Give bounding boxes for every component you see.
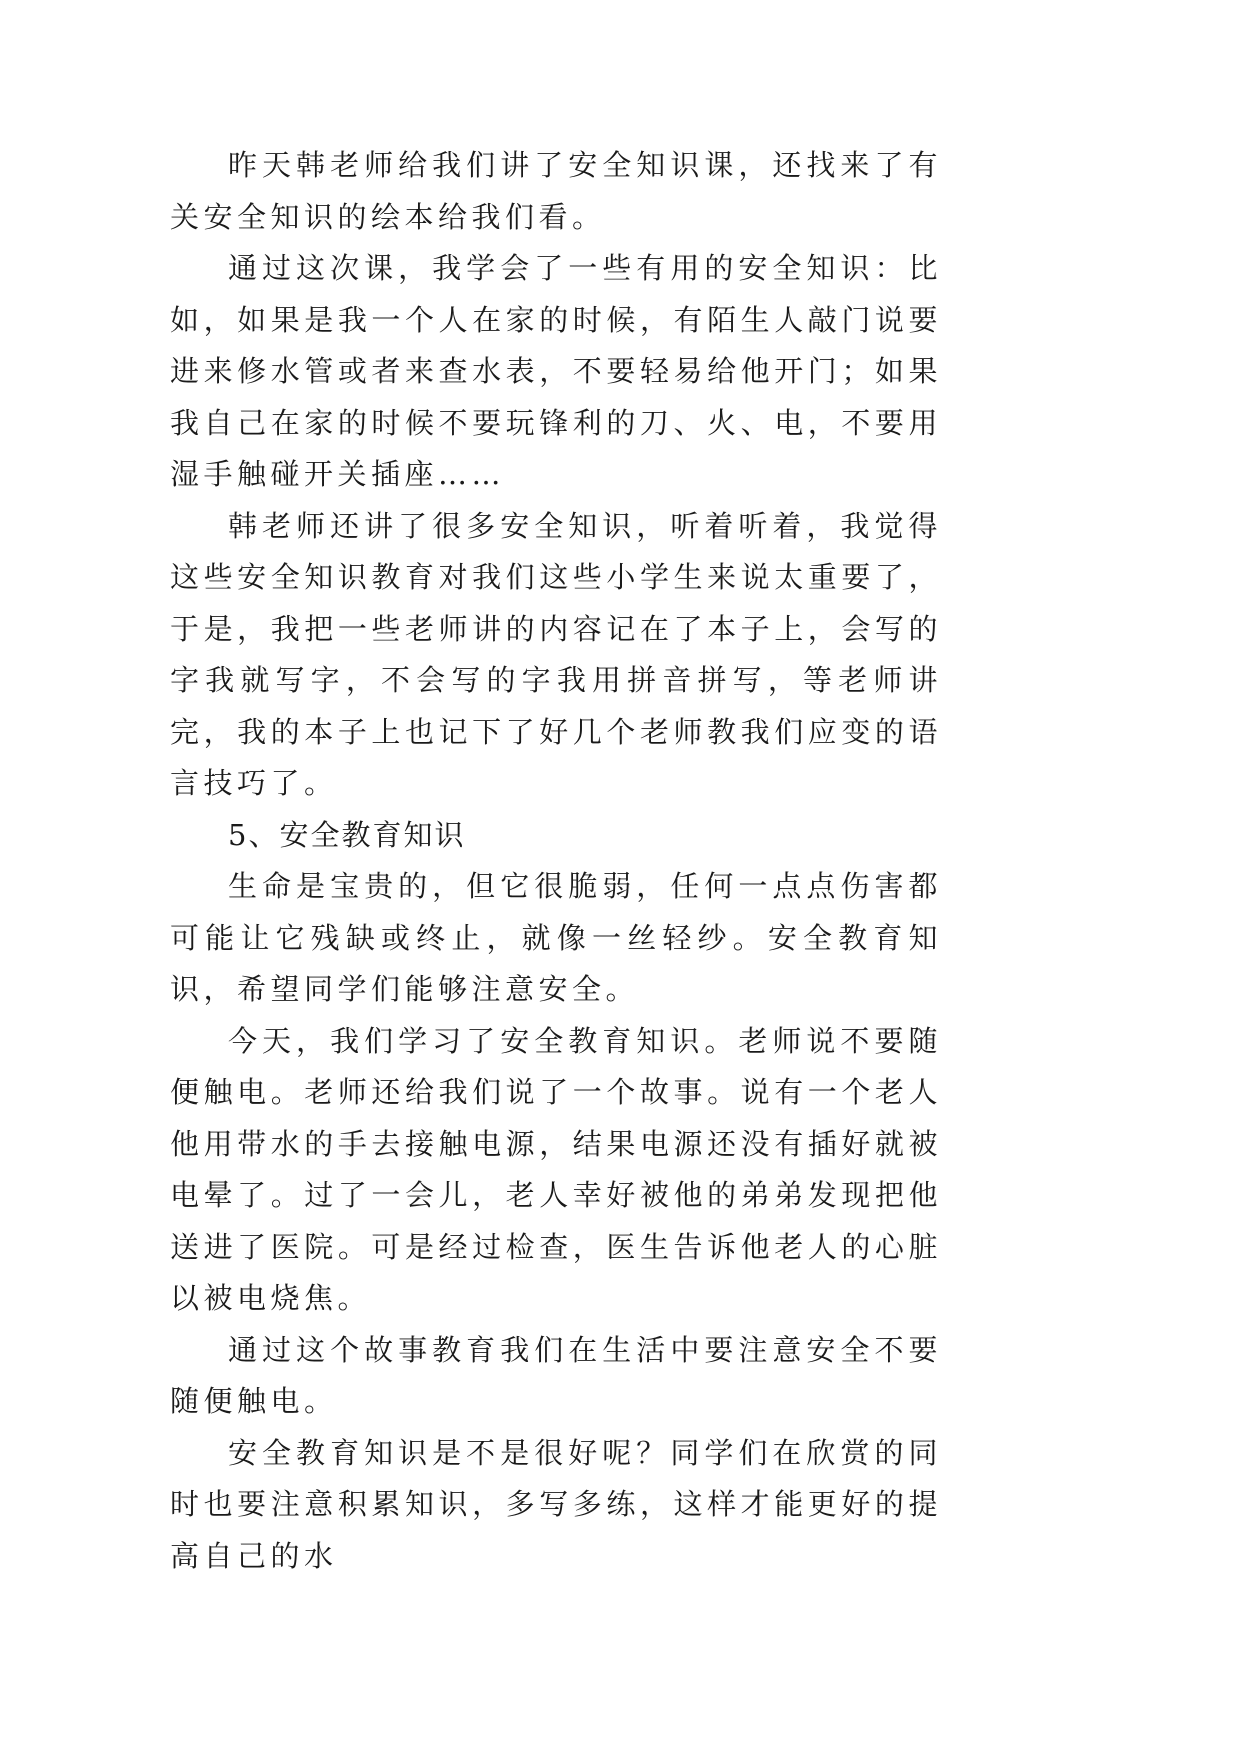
document-page [170, 140, 942, 1582]
paragraph-7: 安全教育知识是不是很好呢？同学们在欣赏的同时也要注意积累知识，多写多练，这样才能更好的提高自己的水 [170, 1435, 942, 1573]
paragraph-3: 韩老师还讲了很多安全知识，听着听着，我觉得这些安全知识教育对我们这些小学生来说太重要了，于是，我把一些老师讲的内容记在了本子上，会写的字我就写字，不会写的字我用拼音拼写，等老师讲完，我的本子上也记下了好几个老师教我们应变的语言技巧了。 [170, 508, 942, 800]
paragraph-4: 生命是宝贵的，但它很脆弱，任何一点点伤害都可能让它残缺或终止，就像一丝轻纱。安全教育知识，希望同学们能够注意安全。 [170, 869, 942, 1006]
paragraph-6: 通过这个故事教育我们在生活中要注意安全不要随便触电。 [170, 1332, 942, 1418]
paragraph-5: 今天，我们学习了安全教育知识。老师说不要随便触电。老师还给我们说了一个故事。说有一个老人他用带水的手去接触电源，结果电源还没有插好就被电晕了。过了一会儿，老人幸好被他的弟弟发现把他送进了医院。可是经过检查，医生告诉他老人的心脏以被电烧焦。 [170, 1023, 942, 1315]
paragraph-2: 通过这次课，我学会了一些有用的安全知识：比如，如果是我一个人在家的时候，有陌生人敲门说要进来修水管或者来查水表，不要轻易给他开门；如果我自己在家的时候不要玩锋利的刀、火、电，不要用湿手触碰开关插座…… [170, 251, 942, 491]
paragraph-1: 昨天韩老师给我们讲了安全知识课，还找来了有关安全知识的绘本给我们看。 [170, 148, 942, 234]
section-heading: 5、安全教育知识 [228, 817, 466, 852]
